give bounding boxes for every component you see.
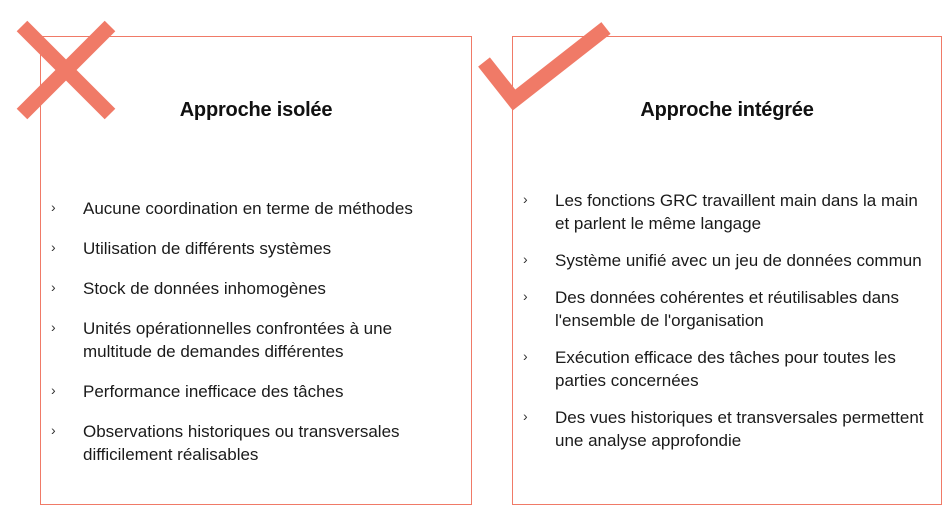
check-stroke	[484, 28, 606, 100]
list-item-text: Aucune coordination en terme de méthodes	[83, 199, 413, 218]
list-item	[521, 189, 933, 235]
cross-icon	[8, 12, 124, 128]
bullet-icon: ›	[51, 239, 56, 255]
check-icon	[474, 18, 616, 122]
list-item-text: Observations historiques ou transversales difficilement réalisables	[83, 422, 400, 464]
list-item	[49, 317, 463, 363]
list-item	[49, 237, 463, 260]
list-item	[49, 380, 463, 403]
list-item-text: Stock de données inhomogènes	[83, 279, 326, 298]
list-item-text: Utilisation de différents systèmes	[83, 239, 332, 258]
bullet-icon: ›	[51, 422, 56, 438]
list-item	[49, 277, 463, 300]
list-item-text: Système unifié avec un jeu de données commun	[555, 251, 922, 270]
bullet-icon: ›	[51, 279, 56, 295]
list-item	[521, 286, 933, 332]
bullet-icon: ›	[523, 288, 528, 304]
integrated-approach-title: Approche intégrée	[640, 99, 814, 121]
list-item-text: Unités opérationnelles confrontées à une multitude de demandes différentes	[83, 319, 393, 361]
list-item-text: Les fonctions GRC travaillent main dans la main et parlent le même langage	[555, 191, 918, 233]
list-item-text: Performance inefficace des tâches	[83, 382, 344, 401]
isolated-approach-list	[49, 197, 463, 483]
list-item-text: Des données cohérentes et réutilisables dans l'ensemble de l'organisation	[555, 288, 899, 330]
bullet-icon: ›	[523, 251, 528, 267]
isolated-approach-title: Approche isolée	[179, 99, 333, 121]
bullet-icon: ›	[523, 408, 528, 424]
list-item	[49, 420, 463, 466]
list-item-text: Exécution efficace des tâches pour toutes les parties concernées	[555, 348, 896, 390]
list-item	[49, 197, 463, 220]
list-item	[521, 346, 933, 392]
bullet-icon: ›	[523, 348, 528, 364]
integrated-approach-list	[521, 189, 933, 466]
bullet-icon: ›	[51, 382, 56, 398]
list-item-text: Des vues historiques et transversales permettent une analyse approfondie	[555, 408, 924, 450]
bullet-icon: ›	[51, 319, 56, 335]
bullet-icon: ›	[51, 199, 56, 215]
list-item	[521, 249, 933, 272]
bullet-icon: ›	[523, 191, 528, 207]
list-item	[521, 406, 933, 452]
